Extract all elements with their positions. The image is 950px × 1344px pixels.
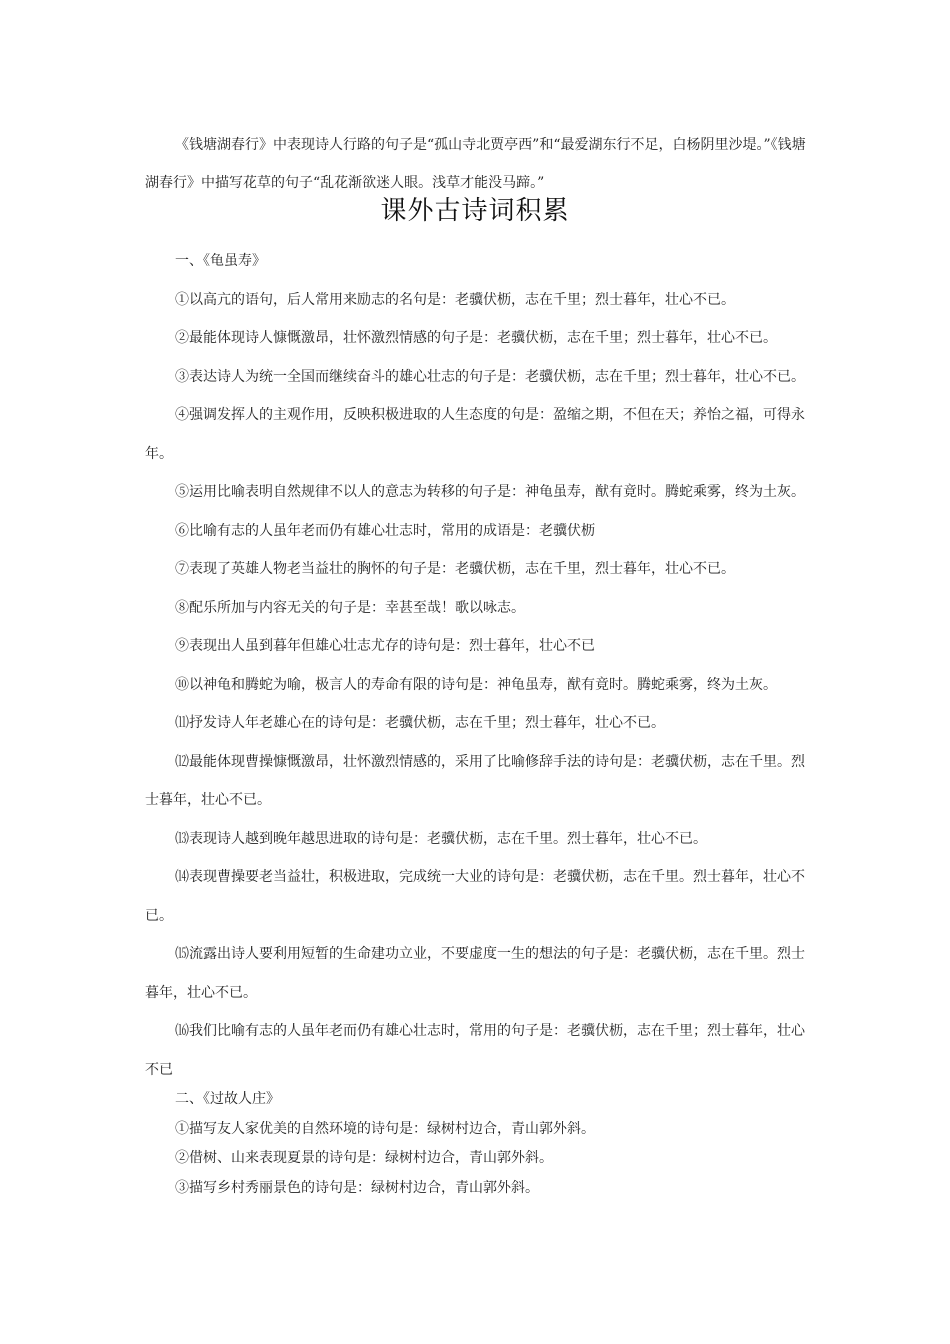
list-item: ①描写友人家优美的自然环境的诗句是：绿树村边合，青山郭外斜。: [175, 1120, 595, 1137]
intro-paragraph: 《钱塘湖春行》中表现诗人行路的句子是“孤山寺北贾亭西”和“最爱湖东行不足，白杨阴里沙堤。”《钱塘湖春行》中描写花草的句子“乱花渐欲迷人眼。浅草才能没马蹄。”: [145, 137, 806, 191]
list-item: ①以高亢的语句，后人常用来励志的名句是：老骥伏枥，志在千里；烈士暮年，壮心不已。: [175, 291, 735, 308]
list-item: ④强调发挥人的主观作用，反映积极进取的人生态度的句是：盈缩之期，不但在天；养怡之福，可得永年。: [145, 407, 805, 462]
section-gui-sui-shou: [145, 242, 810, 1089]
list-item: ②最能体现诗人慷慨激昂，壮怀激烈情感的句子是：老骥伏枥，志在千里；烈士暮年，壮心不已。: [175, 330, 777, 346]
list-item: ⑾抒发诗人年老雄心在的诗句是：老骥伏枥，志在千里；烈士暮年，壮心不已。: [175, 715, 665, 731]
list-item: ③描写乡村秀丽景色的诗句是：绿树村边合，青山郭外斜。: [175, 1179, 539, 1196]
list-item: ③表达诗人为统一全国而继续奋斗的雄心壮志的句子是：老骥伏枥，志在千里；烈士暮年，壮心不已。: [175, 368, 805, 385]
section-heading: 二、《过故人庄》: [175, 1091, 280, 1107]
section-heading: 一、《龟虽寿》: [175, 253, 266, 269]
list-item: ⑧配乐所加与内容无关的句子是：幸甚至哉！歌以咏志。: [175, 599, 525, 616]
section-guo-gu-ren-zhuang: [145, 1085, 810, 1203]
list-item: ⒀表现诗人越到晚年越思进取的诗句是：老骥伏枥，志在千里。烈士暮年，壮心不已。: [175, 830, 707, 847]
list-item: ⑨表现出人虽到暮年但雄心壮志尤存的诗句是：烈士暮年，壮心不已: [175, 638, 595, 654]
list-item: ⑤运用比喻表明自然规律不以人的意志为转移的句子是：神龟虽寿，猷有竟时。腾蛇乘雾，终为土灰。: [175, 484, 805, 500]
list-item: ⒂流露出诗人要利用短暂的生命建功立业，不要虚度一生的想法的句子是：老骥伏枥，志在千里。烈士暮年，壮心不已。: [145, 946, 805, 1001]
page-title: 课外古诗词积累: [380, 196, 570, 226]
list-item: ⑥比喻有志的人虽年老而仍有雄心壮志时，常用的成语是：老骥伏枥: [175, 522, 595, 539]
list-item: ②借树、山来表现夏景的诗句是：绿树村边合，青山郭外斜。: [175, 1150, 553, 1166]
list-item: ⑩以神龟和腾蛇为喻，极言人的寿命有限的诗句是：神龟虽寿，猷有竟时。腾蛇乘雾，终为土灰。: [175, 676, 777, 693]
list-item: ⒃我们比喻有志的人虽年老而仍有雄心壮志时，常用的句子是：老骥伏枥，志在千里；烈士暮年，壮心不已: [145, 1023, 805, 1078]
list-item: ⒁表现曹操要老当益壮，积极进取，完成统一大业的诗句是：老骥伏枥，志在千里。烈士暮年，壮心不已。: [145, 869, 805, 924]
list-item: ⑿最能体现曹操慷慨激昂，壮怀激烈情感的，采用了比喻修辞手法的诗句是：老骥伏枥，志在千里。烈士暮年，壮心不已。: [145, 753, 805, 808]
list-item: ⑦表现了英雄人物老当益壮的胸怀的句子是：老骥伏枥，志在千里，烈士暮年，壮心不已。: [175, 561, 735, 577]
